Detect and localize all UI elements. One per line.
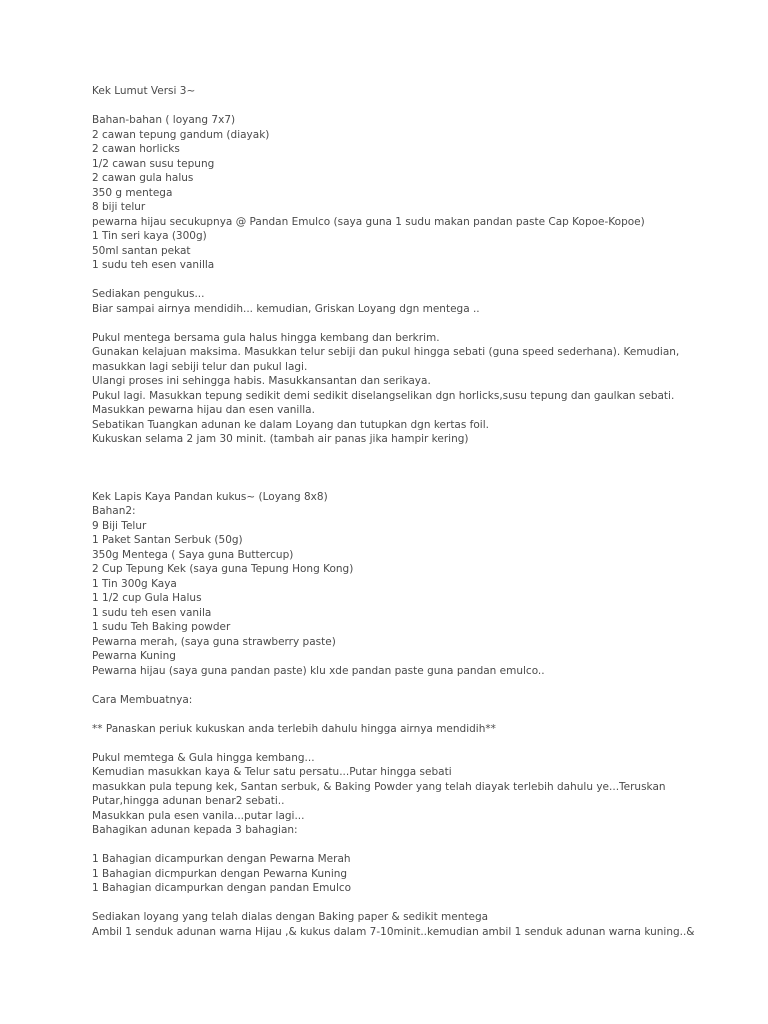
recipe2-ingredient: Pewarna Kuning: [92, 650, 176, 662]
recipe2-step: Kemudian masukkan kaya & Telur satu persatu...Putar hingga sebati: [92, 766, 452, 778]
section-gap: [92, 447, 712, 490]
spacer: [92, 736, 712, 751]
recipe1-step: masukkan lagi sebiji telur dan pukul lagi.: [92, 360, 308, 373]
spacer: [92, 707, 712, 722]
recipe2-ingredient: 1 Tin 300g Kaya: [92, 577, 177, 590]
recipe1-ingredient: 2 cawan horlicks: [92, 143, 180, 155]
recipe2-step: Pukul memtega & Gula hingga kembang...: [92, 751, 315, 764]
recipe1-ingredient: 8 biji telur: [92, 201, 146, 213]
recipe2-ingredient: 1 sudu Teh Baking powder: [92, 621, 231, 633]
recipe2-ingredient: 1 1/2 cup Gula Halus: [92, 592, 202, 604]
recipe2-step: Bahagikan adunan kepada 3 bahagian:: [92, 824, 298, 836]
recipe1-step: Sebatikan Tuangkan adunan ke dalam Loyang dan tutupkan dgn kertas foil.: [92, 418, 489, 431]
recipe1-ingredients-heading: Bahan-bahan ( loyang 7x7): [92, 114, 236, 126]
recipe2-ingredient: Pewarna hijau (saya guna pandan paste) klu xde pandan paste guna pandan emulco..: [92, 664, 545, 677]
recipe1-step: Gunakan kelajuan maksima. Masukkan telur sebiji dan pukul hingga sebati (guna speed sederhana). Kemudian,: [92, 346, 680, 358]
recipe1-ingredient: 1 sudu teh esen vanilla: [92, 259, 215, 271]
recipe1-title: Kek Lumut Versi 3~: [92, 85, 196, 97]
recipe2-method-heading: Cara Membuatnya:: [92, 693, 193, 706]
recipe2-final-step: Ambil 1 senduk adunan warna Hijau ,& kukus dalam 7-10minit..kemudian ambil 1 senduk adunan warna kuning..&: [92, 925, 695, 938]
spacer: [92, 838, 712, 853]
recipe2-ingredient: 2 Cup Tepung Kek (saya guna Tepung Hong Kong): [92, 563, 354, 575]
spacer: [92, 273, 712, 288]
recipe1-step: Ulangi proses ini sehingga habis. Masukkansantan dan serikaya.: [92, 375, 431, 387]
recipe1-step: Masukkan pewarna hijau dan esen vanilla.: [92, 404, 315, 416]
recipe1-ingredient: 50ml santan pekat: [92, 244, 191, 257]
recipe2-division: 1 Bahagian dicmpurkan dengan Pewarna Kuning: [92, 867, 348, 880]
spacer: [92, 678, 712, 693]
recipe2-ingredient: 9 Biji Telur: [92, 519, 147, 532]
recipe1-step: Pukul mentega bersama gula halus hingga kembang dan berkrim.: [92, 331, 440, 344]
recipe2-step: masukkan pula tepung kek, Santan serbuk, & Baking Powder yang telah diayak terlebih dahulu ye...Teruskan: [92, 780, 666, 793]
recipe2-division: 1 Bahagian dicampurkan dengan pandan Emulco: [92, 882, 352, 894]
spacer: [92, 316, 712, 331]
recipe2-ingredient: 350g Mentega ( Saya guna Buttercup): [92, 548, 294, 561]
recipe1-ingredient: 1/2 cawan susu tepung: [92, 157, 215, 170]
spacer: [92, 99, 712, 114]
document-page: [92, 84, 712, 939]
recipe1-step: Pukul lagi. Masukkan tepung sedikit demi sedikit diselangselikan dgn horlicks,susu tepung dan gaulkan sebati.: [92, 389, 675, 402]
recipe1-ingredient: 2 cawan gula halus: [92, 172, 194, 184]
recipe1-ingredient: 350 g mentega: [92, 186, 173, 199]
spacer: [92, 896, 712, 911]
recipe1-step: Kukuskan selama 2 jam 30 minit. (tambah air panas jika hampir kering): [92, 433, 469, 445]
recipe2-step: Putar,hingga adunan benar2 sebati..: [92, 795, 285, 807]
recipe2-ingredients-heading: Bahan2:: [92, 505, 136, 517]
recipe2-note: ** Panaskan periuk kukuskan anda terlebih dahulu hingga airnya mendidih**: [92, 722, 496, 735]
recipe2-ingredient: 1 Paket Santan Serbuk (50g): [92, 534, 243, 546]
recipe2-division: 1 Bahagian dicampurkan dengan Pewarna Merah: [92, 853, 351, 865]
recipe1-ingredient: pewarna hijau secukupnya @ Pandan Emulco (saya guna 1 sudu makan pandan paste Cap Kopoe-Kopoe): [92, 215, 645, 228]
recipe2-step: Masukkan pula esen vanila...putar lagi...: [92, 809, 305, 822]
recipe1-prep-line: Sediakan pengukus...: [92, 288, 205, 300]
recipe1-ingredient: 1 Tin seri kaya (300g): [92, 230, 207, 242]
recipe2-ingredient: Pewarna merah, (saya guna strawberry paste): [92, 635, 336, 648]
recipe1-ingredient: 2 cawan tepung gandum (diayak): [92, 128, 270, 141]
recipe2-title: Kek Lapis Kaya Pandan kukus~ (Loyang 8x8): [92, 490, 328, 503]
recipe1-prep-line: Biar sampai airnya mendidih... kemudian, Griskan Loyang dgn mentega ..: [92, 302, 480, 315]
recipe2-final-step: Sediakan loyang yang telah dialas dengan Baking paper & sedikit mentega: [92, 911, 489, 923]
recipe2-ingredient: 1 sudu teh esen vanila: [92, 606, 212, 619]
